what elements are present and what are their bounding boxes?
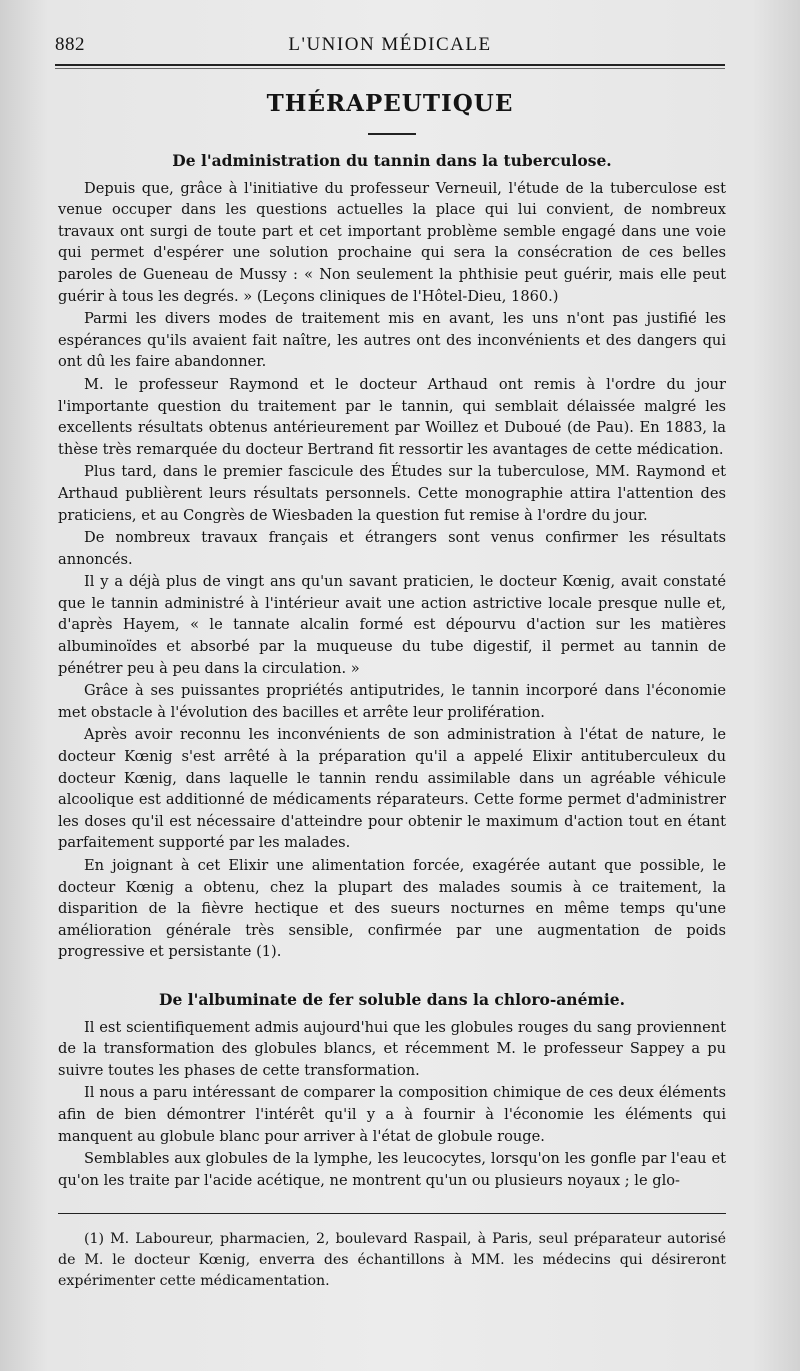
paragraph: Il est scientifiquement admis aujourd'hui que les globules rouges du sang proviennent de la transformation des globules blancs, et récemment M. le professeur Sappey a pu suivre toutes les phases de cette transformation. [58, 1018, 726, 1079]
main-text [58, 150, 726, 1306]
paragraph: Il nous a paru intéressant de comparer la composition chimique de ces deux éléments afin de bien démontrer l'intérêt qu'il y a à fournir à l'économie les éléments qui manquent au globule blanc pour arriver à l'état de globule rouge. [58, 1084, 726, 1145]
article-heading-tannin: De l'administration du tannin dans la tuberculose. [172, 151, 612, 170]
paragraph: En joignant à cet Elixir une alimentation forcée, exagérée autant que possible, le docteur Kœnig a obtenu, chez la plupart des malades soumis à ce traitement, la disparition de la fièvre hectique et des sueurs nocturnes en même temps qu'une amélioration générale très sensible, confirmée par une augmentation de poids progressive et persistante (1). [58, 857, 726, 961]
paragraph: Plus tard, dans le premier fascicule des Études sur la tuberculose, MM. Raymond et Arthaud publièrent leurs résultats personnels. Cette monographie attira l'attention des praticiens, et au Congrès de Wiesbaden la question fut remise à l'ordre du jour. [58, 463, 726, 524]
page-header [55, 30, 725, 66]
section-title: THÉRAPEUTIQUE [266, 90, 514, 117]
title-rule [368, 133, 416, 135]
paragraph: Grâce à ses puissantes propriétés antiputrides, le tannin incorporé dans l'économie met obstacle à l'évolution des bacilles et arrête leur prolifération. [58, 682, 726, 721]
running-head: L'UNION MÉDICALE [288, 34, 492, 55]
header-rule-thin [55, 68, 725, 69]
paragraph: Depuis que, grâce à l'initiative du professeur Verneuil, l'étude de la tuberculose est venue occuper dans les questions actuelles la place qui lui convient, de nombreux travaux ont surgi de toute part et cet important problème semble engagé dans une voie qui permet d'espérer une solution prochaine qui sera la consécration de ces belles paroles de Gueneau de Mussy : « Non seulement la phthisie peut guérir, mais elle peut guérir à tous les degrés. » (Leçons cliniques de l'Hôtel-Dieu, 1860.) [58, 179, 726, 305]
article-heading-albuminate: De l'albuminate de fer soluble dans la chloro-anémie. [159, 989, 625, 1009]
page-number: 882 [55, 34, 85, 55]
footnote-rule [58, 1213, 726, 1214]
paragraph: Il y a déjà plus de vingt ans qu'un savant praticien, le docteur Kœnig, avait constaté que le tannin administré à l'intérieur avait une action astrictive locale presque nulle et, d'après Hayem, « le tannate alcalin formé est dépourvu d'action sur les matières albuminoïdes et absorbé par la muqueuse du tube digestif, il permet au tannin de pénétrer peu à peu dans la circulation. » [58, 573, 726, 677]
paragraph: De nombreux travaux français et étrangers sont venus confirmer les résultats annoncés. [58, 529, 726, 568]
header-rule [55, 64, 725, 66]
footnote: (1) M. Laboureur, pharmacien, 2, boulevard Raspail, à Paris, seul préparateur autorisé de M. le docteur Kœnig, enverra des échantillons à MM. les médecins qui désireront expérimenter cette médicamentation. [58, 1230, 726, 1289]
paragraph: M. le professeur Raymond et le docteur Arthaud ont remis à l'ordre du jour l'importante question du traitement par le tannin, qui semblait délaissée malgré les excellents résultats obtenus antérieurement par Woillez et Duboué (de Pau). En 1883, la thèse très remarquée du docteur Bertrand fit ressortir les avantages de cette médication. [58, 375, 726, 458]
paragraph: Après avoir reconnu les inconvénients de son administration à l'état de nature, le docteur Kœnig s'est arrêté à la préparation qu'il a appelé Elixir antituberculeux du docteur Kœnig, dans laquelle le tannin rendu assimilable dans un agréable véhicule alcoolique est additionné de médicaments réparateurs. Cette forme permet d'administrer les doses qu'il est nécessaire d'atteindre pour obtenir le maximum d'action tout en étant parfaitement supporté par les malades. [58, 726, 726, 852]
paragraph: Semblables aux globules de la lymphe, les leucocytes, lorsqu'on les gonfle par l'eau et qu'on les traite par l'acide acétique, ne montrent qu'un ou plusieurs noyaux ; le glo- [58, 1150, 726, 1189]
paragraph: Parmi les divers modes de traitement mis en avant, les uns n'ont pas justifié les espérances qu'ils avaient fait naître, les autres ont des inconvénients et des dangers qui ont dû les faire abandonner. [58, 310, 726, 371]
